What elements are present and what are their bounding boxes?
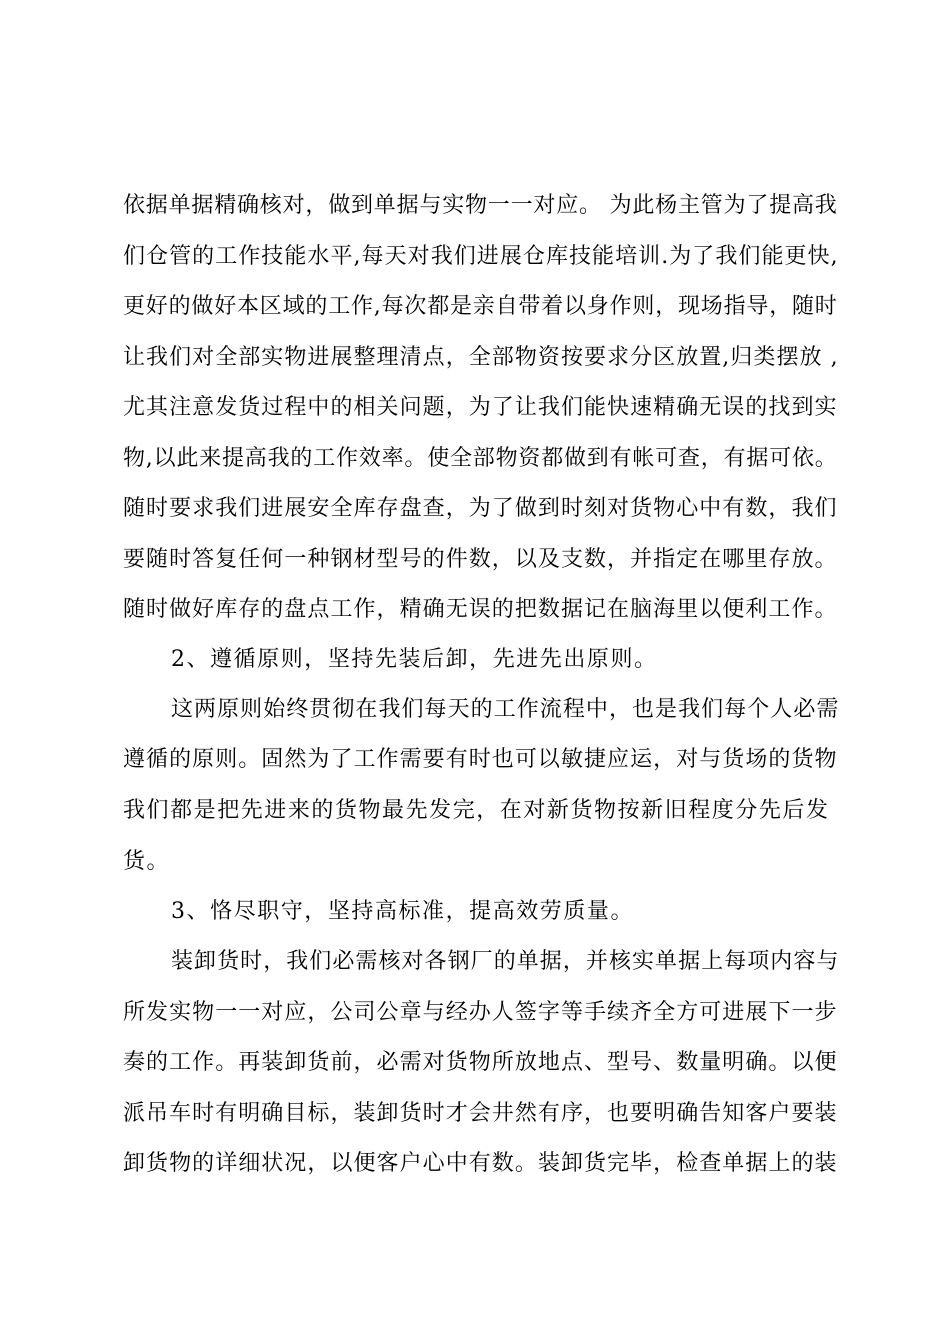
text-line: 奏的工作。再装卸货前，必需对货物所放地点、型号、数量明确。以便	[123, 1050, 838, 1075]
text-line: 遵循的原则。固然为了工作需要有时也可以敏捷应运，对与货场的货物	[123, 747, 838, 772]
paragraph-first-line: 这两原则始终贯彻在我们每天的工作流程中，也是我们每个人必需	[171, 697, 840, 722]
text-line: 让我们对全部实物进展整理清点，全部物资按要求分区放置,归类摆放 ,	[123, 345, 839, 370]
text-line: 物,以此来提高我的工作效率。使全部物资都做到有帐可查，有据可依。	[123, 446, 838, 471]
paragraph-first-line: 装卸货时，我们必需核对各钢厂的单据，并核实单据上每项内容与	[171, 949, 840, 974]
text-line: 我们都是把先进来的货物最先发完，在对新货物按新旧程度分先后发	[123, 798, 830, 823]
text-line: 卸货物的详细状况，以便客户心中有数。装卸货完毕，检查单据上的装	[123, 1151, 838, 1176]
text-line: 依据单据精确核对，做到单据与实物一一对应。 为此杨主管为了提高我	[123, 193, 838, 218]
text-line: 尤其注意发货过程中的相关问题，为了让我们能快速精确无误的找到实	[123, 395, 838, 420]
text-line: 所发实物一一对应，公司公章与经办人签字等手续齐全方可进展下一步	[123, 1000, 838, 1025]
text-line: 派吊车时有明确目标，装卸货时才会井然有序，也要明确告知客户要装	[123, 1101, 838, 1126]
text-line: 随时做好库存的盘点工作，精确无误的把数据记在脑海里以便利工作。	[123, 597, 838, 622]
text-line: 随时要求我们进展安全库存盘查，为了做到时刻对货物心中有数，我们	[123, 496, 838, 521]
section-heading: 2、遵循原则，坚持先装后卸，先进先出原则。	[171, 647, 658, 672]
text-line: 更好的做好本区域的工作,每次都是亲自带着以身作则，现场指导，随时	[123, 294, 838, 319]
text-line: 要随时答复任何一种钢材型号的件数，以及支数，并指定在哪里存放。	[123, 547, 838, 572]
text-line: 货。	[123, 849, 171, 874]
section-heading: 3、恪尽职守，坚持高标准，提高效劳质量。	[171, 899, 634, 924]
text-line: 们仓管的工作技能水平,每天对我们进展仓库技能培训.为了我们能更快,	[123, 244, 839, 269]
